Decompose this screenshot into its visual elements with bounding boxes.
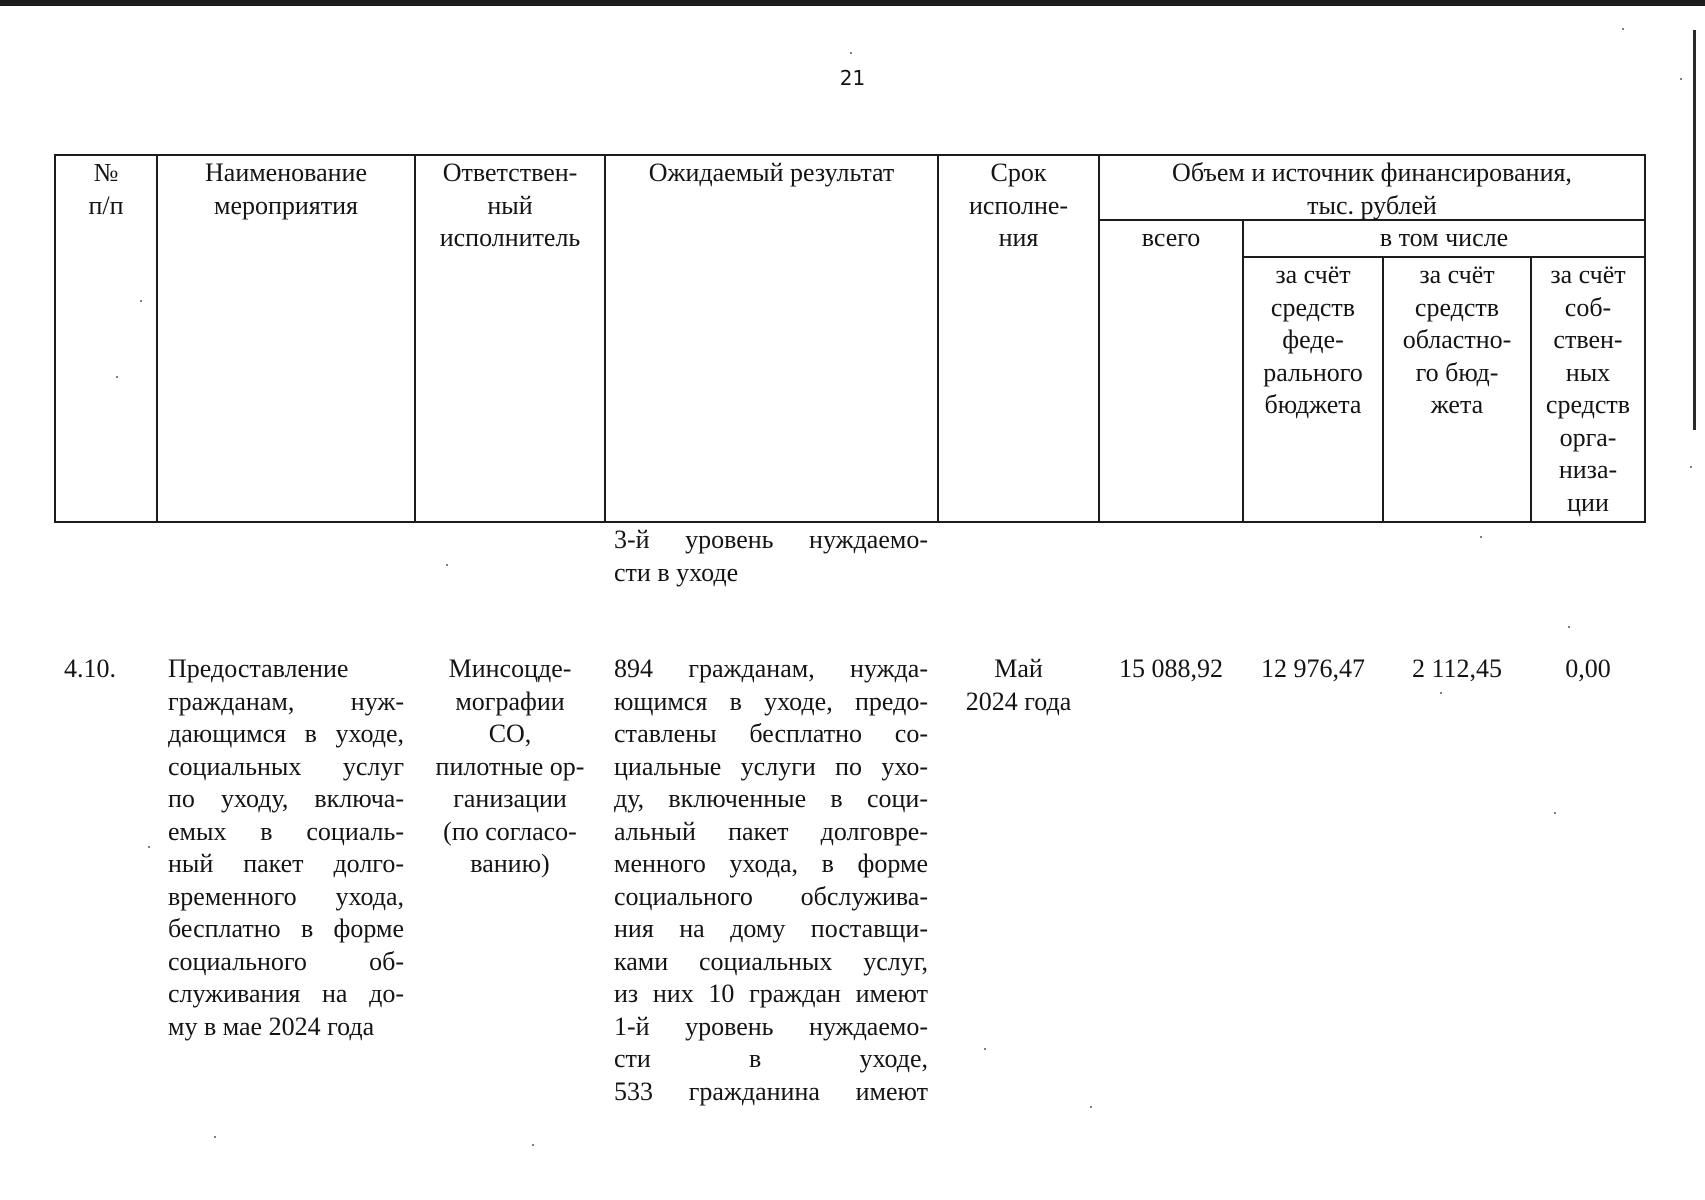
header-col-deadline: Срок исполне- ния [968,158,1069,252]
page-number: 21 [839,66,866,90]
scan-speck [1440,692,1442,694]
scan-speck [140,300,142,302]
header-bottom-border [54,521,1646,523]
header-divider-responsible [604,154,606,523]
scan-speck [148,846,150,848]
header-col-own: за счёт соб- ствен- ных средств орга- низа- ции [1545,260,1631,517]
header-col-result: Ожидаемый результат [648,158,895,187]
row-own: 0,00 [1565,654,1611,683]
header-col-regional: за счёт средств областно- го бюд- жета [1402,260,1512,419]
header-col-financing: Объем и источник финансирования, тыс. рублей [1172,158,1572,220]
scan-speck [1690,466,1692,468]
scan-speck [984,1048,986,1050]
scan-speck [1680,78,1682,80]
header-col-including: в том числе [1379,223,1509,252]
header-border-right [1644,154,1646,523]
row-number: 4.10. [64,654,116,683]
row-total: 15 088,92 [1119,654,1223,683]
scan-speck [1568,626,1570,628]
table-header [0,0,1705,540]
header-col-federal: за счёт средств феде- рального бюджета [1263,260,1363,419]
header-col-num: № п/п [88,158,124,220]
header-col-responsible: Ответствен- ный исполнитель [439,158,581,252]
scan-speck [1554,812,1556,814]
row-expected-result: 894 гражданам, нужда- ющимся в уходе, предо- ставлены бесплатно со- циальные услуги по ухо- ду, включенные в соци- альный пакет долговре- менного ухода, в форме социального обслужива- ния на дому поставщи- ками социальных услуг, из них 10 граждан имеют 1-й уровень нуждаемо- сти в уходе, 533 гражданина имеют [614,654,928,1106]
scan-speck [532,1144,534,1146]
continuation-result-text: 3-й уровень нуждаемо- сти в уходе [614,525,928,587]
scan-speck [1090,1106,1092,1108]
row-deadline: Май 2024 года [965,654,1072,716]
row-event-name: Предоставление гражданам, нуж- дающимся в уходе, социальных услуг по уходу, включа- емых в социаль- ный пакет долго- временного ухода, бесплатно в форме социального об- служивания на до- му в мае 2024 года [168,654,404,1041]
header-top-border [54,154,1646,156]
scan-speck [1622,28,1624,30]
scan-speck [446,564,448,566]
row-federal: 12 976,47 [1261,654,1365,683]
scan-speck [850,52,852,54]
including-divider [1242,256,1646,258]
scan-speck [1480,536,1482,538]
row-regional: 2 112,45 [1411,654,1503,683]
row-responsible: Минсоцде- мографии СО, пилотные ор- ганизации (по согласо- ванию) [435,654,585,878]
scan-speck [214,1136,216,1138]
scan-speck [116,376,118,378]
header-col-total: всего [1141,223,1201,252]
header-col-name: Наименование мероприятия [205,158,367,220]
